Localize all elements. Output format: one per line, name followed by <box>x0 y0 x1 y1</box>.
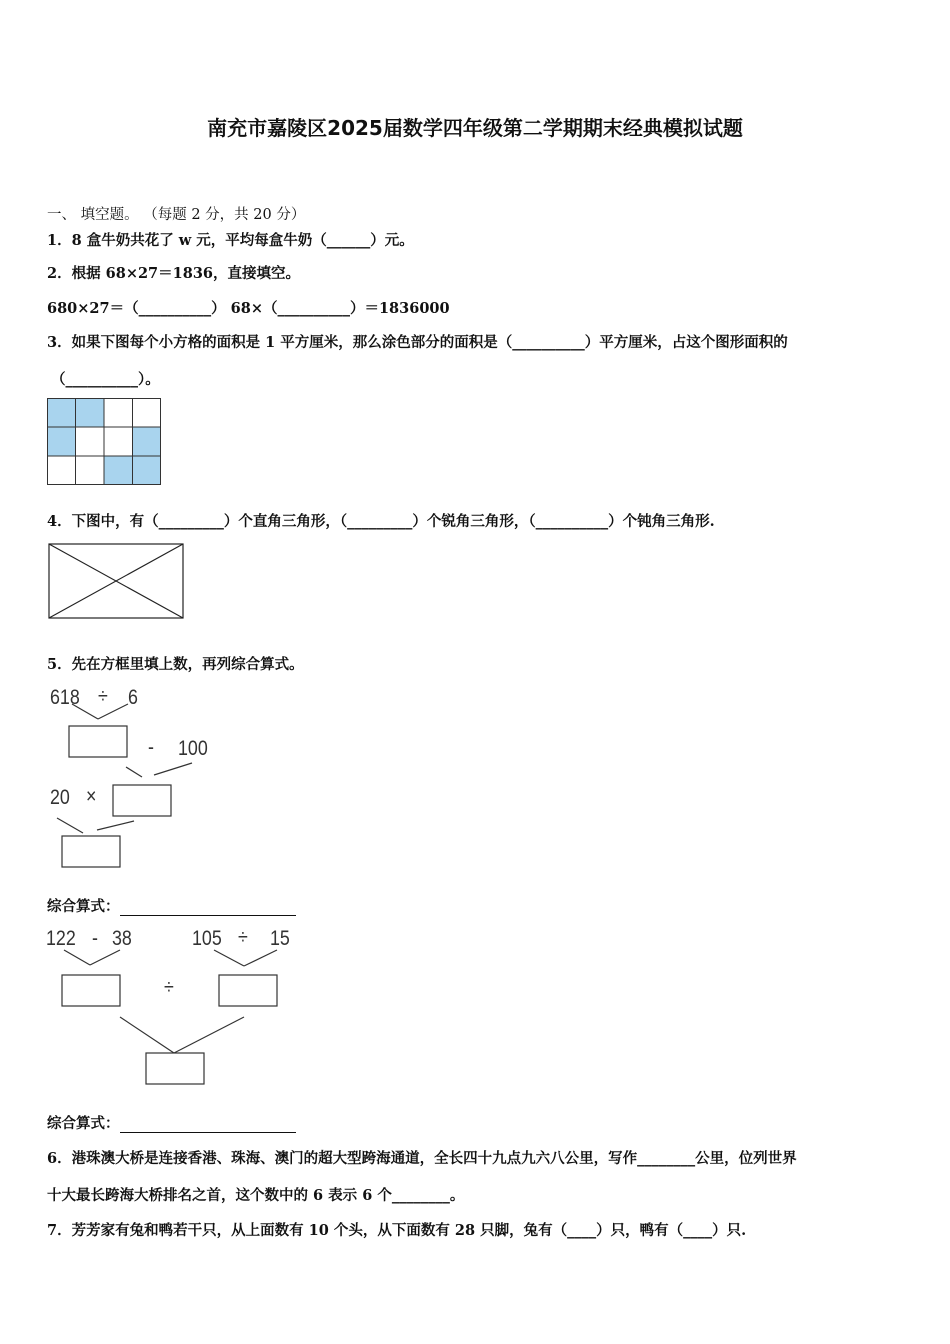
diagram1-minus-sign: - <box>148 736 154 759</box>
diagram1-number-20: 20 <box>50 786 70 809</box>
question-7: 7．芳芳家有兔和鸭若干只，从上面数有 10 个头，从下面数有 28 只脚，兔有（____）只，鸭有（____）只. <box>47 1222 747 1239</box>
diagram2-number-105: 105 <box>192 927 222 950</box>
section-header: 一、 填空题。 （每题 2 分，共 20 分） <box>47 207 306 223</box>
diagram2-answer-box-bottom[interactable] <box>146 1053 204 1084</box>
diagram1-divide-sign: ÷ <box>98 685 108 708</box>
diagram1-number-618: 618 <box>50 686 80 709</box>
question-3-line-2: （__________）。 <box>51 371 160 388</box>
diagram2-number-122: 122 <box>46 927 76 950</box>
question-5: 5．先在方框里填上数，再列综合算式。 <box>47 656 304 673</box>
diagram2-answer-box-right[interactable] <box>219 975 277 1006</box>
formula-label-1: 综合算式： <box>47 895 296 916</box>
diagram2-middle-divide-sign: ÷ <box>164 976 174 999</box>
diagram1-times-sign: × <box>86 785 97 808</box>
page-title: 南充市嘉陵区2025届数学四年级第二学期期末经典模拟试题 <box>207 116 743 140</box>
question-6-line-1: 6．港珠澳大桥是连接香港、珠海、澳门的超大型跨海通道，全长四十九点九六八公里，写作________公里，位列世界 <box>47 1150 797 1167</box>
diagram2-number-15: 15 <box>270 927 290 950</box>
diagram2-answer-box-left[interactable] <box>62 975 120 1006</box>
diagram1-number-6: 6 <box>128 686 138 709</box>
question-2-fill-line: 680×27＝（__________） 68×（__________）＝1836000 <box>47 300 450 317</box>
formula-blank-2[interactable] <box>120 1115 296 1133</box>
diagram2-divide-sign: ÷ <box>238 926 248 949</box>
question-3-line-1: 3．如果下图每个小方格的面积是 1 平方厘米，那么涂色部分的面积是（__________）平方厘米，占这个图形面积的 <box>47 334 788 351</box>
question-2: 2．根据 68×27＝1836，直接填空。 <box>47 265 300 282</box>
diagram1-number-100: 100 <box>178 737 208 760</box>
question-6-line-2: 十大最长跨海大桥排名之首，这个数中的 6 表示 6 个________。 <box>47 1187 465 1204</box>
question-4: 4．下图中，有（_________）个直角三角形，（_________）个锐角三角形，（__________）个钝角三角形. <box>47 513 715 530</box>
diagram2-number-38: 38 <box>112 927 132 950</box>
question-1: 1．8 盒牛奶共花了 w 元，平均每盒牛奶（______）元。 <box>47 232 414 249</box>
formula-label-2: 综合算式： <box>47 1112 296 1133</box>
diagram2-minus-sign: - <box>92 927 98 950</box>
